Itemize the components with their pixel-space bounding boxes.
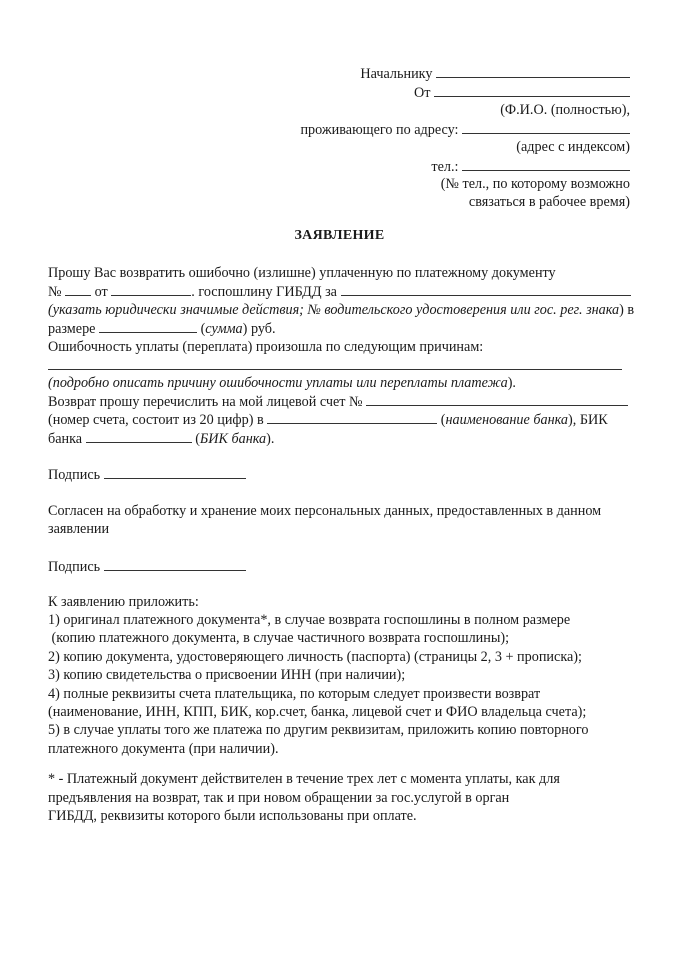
chief-field[interactable]	[436, 64, 630, 78]
attachment-item: платежного документа (при наличии).	[48, 741, 279, 757]
bik-bank-label: банка	[48, 431, 83, 447]
document-title: ЗАЯВЛЕНИЕ	[294, 228, 385, 243]
amount-field[interactable]	[99, 319, 197, 333]
bik-line: банка (БИК банка).	[48, 431, 275, 447]
bik-hint: БИК банка	[199, 431, 267, 447]
reason-field[interactable]	[48, 369, 622, 370]
purpose-hint-line	[48, 301, 634, 319]
signature-line-1	[48, 465, 246, 484]
attachment-item: 2) копию документа, удостоверяющего личность (паспорта) (страницы 2, 3 + прописка);	[48, 649, 582, 665]
reason-hint-line	[48, 374, 516, 392]
signature-field-1[interactable]	[104, 465, 246, 479]
signature-label-2: Подпись	[48, 559, 101, 575]
bank-line: (номер счета, состоит из 20 цифр) в (наименование банка), БИК	[48, 412, 608, 428]
reason-label: Ошибочность уплаты (переплата) произошла по следующим причинам:	[48, 339, 484, 355]
currency-label: руб.	[250, 321, 276, 337]
consent-line-1: Согласен на обработку и хранение моих персональных данных, предоставленных в данном	[48, 503, 602, 519]
account-field[interactable]	[366, 392, 628, 406]
attachment-item: 1) оригинал платежного документа*, в случае возврата госпошлины в полном размере	[48, 612, 571, 628]
reason-hint-tail: ).	[507, 375, 516, 391]
purpose-hint: (указать юридически значимые действия; № водительского удостоверения или гос. рег. знака	[48, 302, 620, 318]
fee-label: . госпошлину ГИБДД за	[191, 284, 337, 300]
address-label: проживающего по адресу:	[300, 122, 459, 138]
footnote-line: * - Платежный документ действителен в течение трех лет с момента уплаты, как для	[48, 771, 560, 787]
account-line	[48, 392, 628, 411]
account-label: Возврат прошу перечислить на мой лицевой счет №	[48, 394, 363, 410]
bik-field[interactable]	[86, 429, 192, 443]
account-hint: (номер счета, состоит из 20 цифр) в	[48, 412, 264, 428]
purpose-hint-tail: ) в	[619, 302, 635, 318]
phone-hint-2: связаться в рабочее время)	[468, 194, 630, 210]
chief-line	[360, 64, 630, 83]
bank-hint: наименование банка	[445, 412, 569, 428]
phone-hint-1: (№ тел., по которому возможно	[440, 176, 630, 192]
attachment-item: 3) копию свидетельства о присвоении ИНН (при наличии);	[48, 667, 406, 683]
signature-label-1: Подпись	[48, 467, 101, 483]
address-hint: (адрес с индексом)	[516, 139, 630, 155]
phone-label: тел.:	[431, 159, 459, 175]
amount-label: размере	[48, 321, 96, 337]
footnote-line: предъявления на возврат, так и при новом обращении за гос.услугой в орган	[48, 790, 510, 806]
attachment-item: (наименование, ИНН, КПП, БИК, кор.счет, банка, лицевой счет и ФИО владельца счета);	[48, 704, 587, 720]
signature-field-2[interactable]	[104, 557, 246, 571]
phone-line	[431, 157, 630, 176]
fee-purpose-field[interactable]	[341, 282, 631, 296]
consent-line-2: заявлении	[48, 521, 110, 537]
request-line-2	[48, 282, 631, 301]
fio-hint: (Ф.И.О. (полностью),	[500, 102, 630, 118]
attachment-item: (копию платежного документа, в случае частичного возврата госпошлины);	[48, 630, 510, 646]
attachment-item: 4) полные реквизиты счета плательщика, по которым следует произвести возврат	[48, 686, 541, 702]
phone-field[interactable]	[462, 157, 630, 171]
attachments-title: К заявлению приложить:	[48, 594, 199, 610]
reason-hint: (подробно описать причину ошибочности уплаты или переплаты платежа	[48, 375, 508, 391]
address-field[interactable]	[462, 120, 630, 134]
date-label: от	[94, 284, 108, 300]
chief-label: Начальнику	[360, 66, 433, 82]
document-date-field[interactable]	[111, 282, 191, 296]
bik-label: ), БИК	[568, 412, 608, 428]
attachment-item: 5) в случае уплаты того же платежа по другим реквизитам, приложить копию повторного	[48, 722, 589, 738]
bik-tail: ).	[266, 431, 275, 447]
address-line	[300, 120, 630, 139]
signature-line-2	[48, 557, 246, 576]
number-label: №	[48, 284, 62, 300]
amount-line: размере (сумма) руб.	[48, 321, 276, 337]
document-number-field[interactable]	[65, 282, 91, 296]
from-field[interactable]	[434, 83, 630, 97]
footnote-line: ГИБДД, реквизиты которого были использованы при оплате.	[48, 808, 417, 824]
bank-name-field[interactable]	[267, 410, 437, 424]
amount-hint: сумма	[205, 321, 243, 337]
from-label: От	[414, 85, 431, 101]
from-line	[414, 83, 630, 102]
request-line-1: Прошу Вас возвратить ошибочно (излишне) уплаченную по платежному документу	[48, 265, 556, 281]
